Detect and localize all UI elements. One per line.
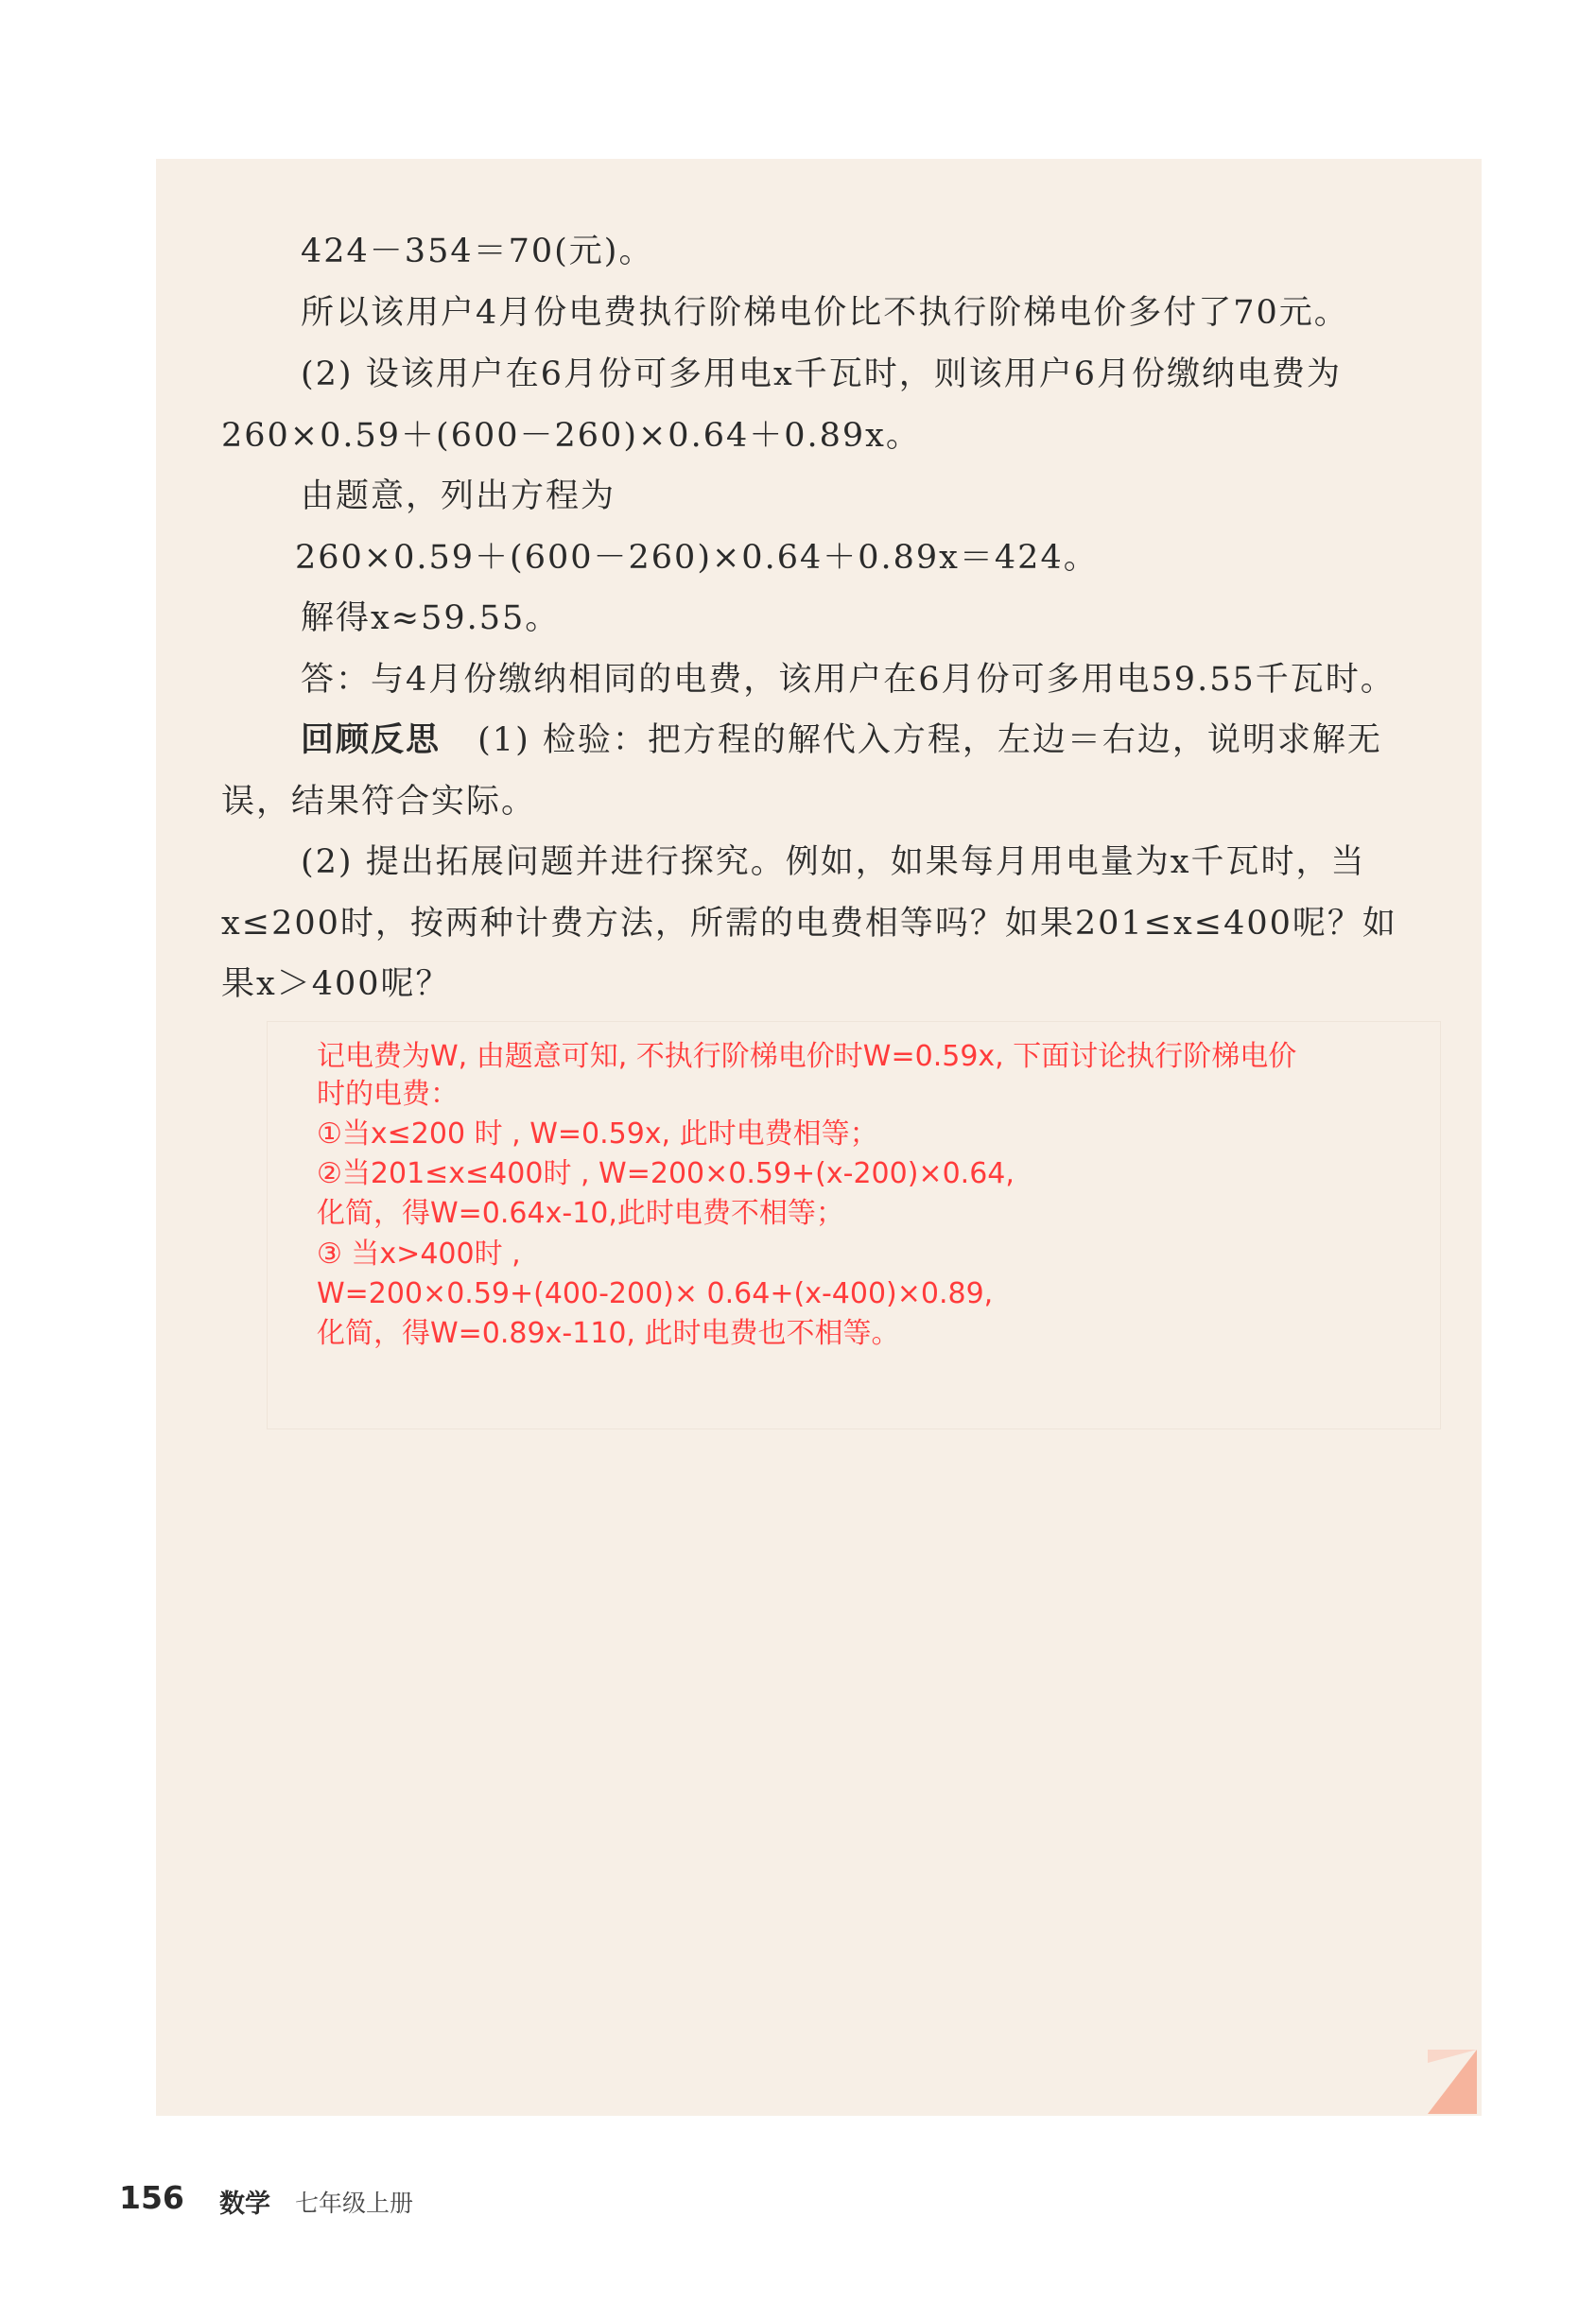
body-line-2: 所以该用户4月份电费执行阶梯电价比不执行阶梯电价多付了70元。 [301, 294, 1349, 332]
annotation-line-4: ②当201≤x≤400时 , W=200×0.59+(x-200)×0.64, [317, 1157, 1015, 1190]
annotation-line-3: ①当x≤200 时 , W=0.59x, 此时电费相等； [317, 1117, 878, 1151]
body-line-7: 解得x≈59.55。 [301, 599, 561, 637]
corner-tab [1428, 2050, 1477, 2114]
body-line-5: 由题意，列出方程为 [301, 477, 616, 515]
reflect-heading: 回顾反思 [301, 721, 442, 759]
annotation-line-7: W=200×0.59+(400-200)× 0.64+(x-400)×0.89, [317, 1277, 994, 1310]
body-line-9: (1) 检验：把方程的解代入方程，左边＝右边，说明求解无 [477, 721, 1382, 759]
body-line-10: 误，结果符合实际。 [221, 783, 537, 821]
body-line-1: 424－354＝70(元)。 [301, 233, 654, 270]
reflect-row [301, 719, 1382, 761]
body-line-3: (2) 设该用户在6月份可多用电x千瓦时，则该用户6月份缴纳电费为 [301, 355, 1342, 393]
annotation-line-5: 化简，得W=0.64x-10,此时电费不相等； [317, 1197, 844, 1230]
body-line-11: (2) 提出拓展问题并进行探究。例如，如果每月用电量为x千瓦时，当 [301, 843, 1366, 881]
annotation-line-1: 记电费为W, 由题意可知, 不执行阶梯电价时W=0.59x, 下面讨论执行阶梯电价 [317, 1040, 1297, 1073]
body-line-4: 260×0.59＋(600－260)×0.64＋0.89x。 [221, 417, 921, 455]
annotation-line-8: 化简，得W=0.89x-110, 此时电费也不相等。 [317, 1317, 900, 1350]
body-line-6: 260×0.59＋(600－260)×0.64＋0.89x＝424。 [295, 539, 1099, 577]
book-grade: 七年级上册 [295, 2190, 414, 2217]
annotation-line-6: ③ 当x>400时 , [317, 1238, 521, 1271]
annotation-line-2: 时的电费： [317, 1078, 459, 1111]
book-subject: 数学 [219, 2190, 270, 2219]
body-line-8: 答：与4月份缴纳相同的电费，该用户在6月份可多用电59.55千瓦时。 [301, 661, 1396, 699]
page-number: 156 [119, 2179, 184, 2216]
body-line-13: 果x＞400呢？ [221, 965, 451, 1003]
body-line-12: x≤200时，按两种计费方法，所需的电费相等吗？如果201≤x≤400呢？如 [221, 905, 1397, 943]
